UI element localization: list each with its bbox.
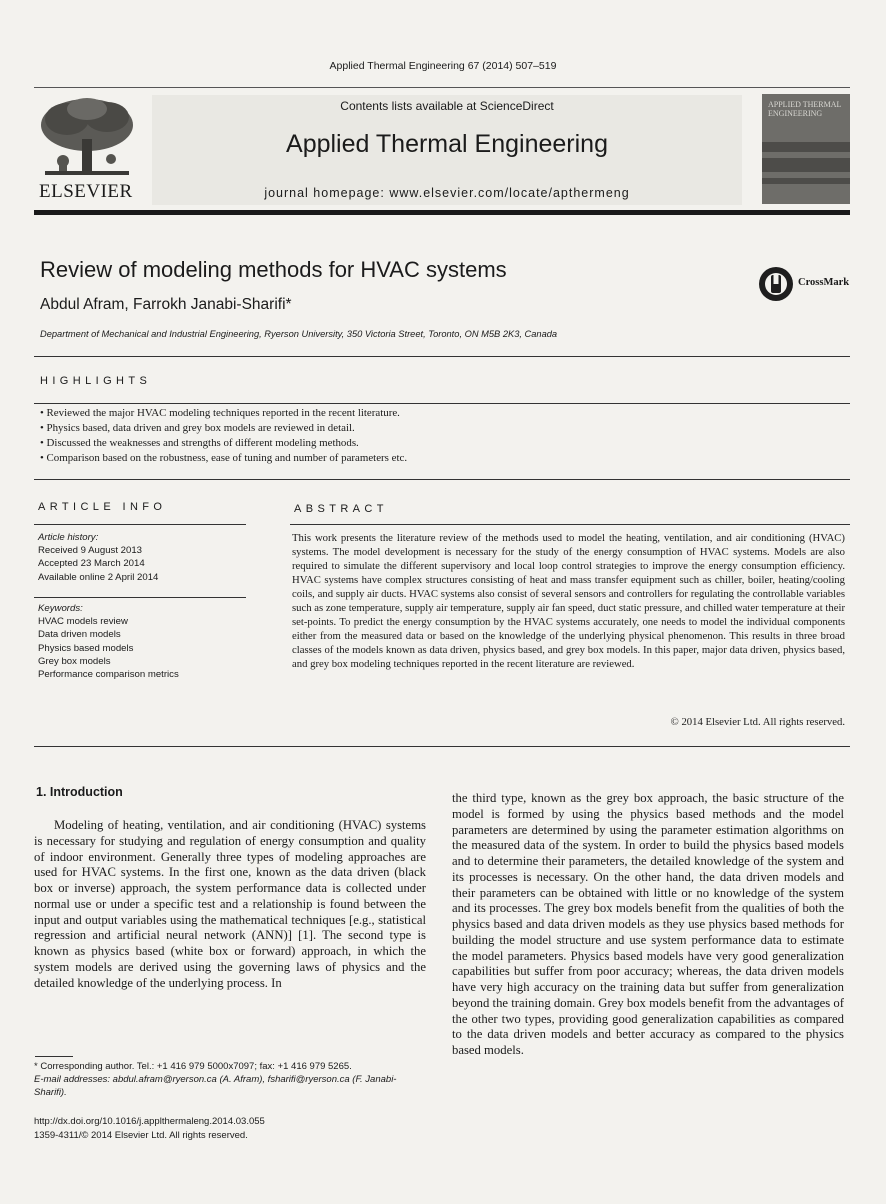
article-info-heading: ARTICLE INFO xyxy=(38,501,167,513)
crossmark-icon xyxy=(758,266,794,302)
author-affiliation: Department of Mechanical and Industrial Engineering, Ryerson University, 350 Victoria Street, Toronto, ON M5B 2K3, Canada xyxy=(40,329,558,339)
author-list: Abdul Afram, Farrokh Janabi-Sharifi* xyxy=(40,296,292,313)
history-label: Article history: xyxy=(38,532,99,543)
email-addresses[interactable]: E-mail addresses: abdul.afram@ryerson.ca (A. Afram), fsharifi@ryerson.ca (F. Janabi-Sharifi). xyxy=(34,1074,397,1098)
corresponding-contact: * Corresponding author. Tel.: +1 416 979 5000x7097; fax: +1 416 979 5265. xyxy=(34,1061,352,1072)
masthead-rule xyxy=(34,210,850,215)
journal-homepage-link[interactable]: journal homepage: www.elsevier.com/locate/apthermeng xyxy=(264,186,630,200)
article-history xyxy=(38,531,248,584)
contents-available-line[interactable]: Contents lists available at ScienceDirect xyxy=(340,99,554,113)
top-rule xyxy=(34,87,850,88)
section-rule xyxy=(34,479,850,480)
keyword-item: Physics based models xyxy=(38,642,134,654)
footnote-rule xyxy=(35,1056,73,1057)
keyword-item: Grey box models xyxy=(38,655,111,667)
elsevier-logo[interactable] xyxy=(37,95,137,203)
article-info-rule xyxy=(34,524,246,525)
history-received: Received 9 August 2013 xyxy=(38,545,143,557)
abstract-copyright: © 2014 Elsevier Ltd. All rights reserved. xyxy=(670,716,845,728)
highlights-list xyxy=(40,406,840,466)
highlight-item: • Comparison based on the robustness, ease of tuning and number of parameters etc. xyxy=(40,451,840,466)
body-paragraph-left: Modeling of heating, ventilation, and air conditioning (HVAC) systems is necessary for studying and regulation of energy consumption and quality of indoor environment. Generally three types of modeling approaches are used for HVAC systems. In the first one, known as the data driven (black box or inverse) approach, the system performance data is collected under normal use or under a specific test and a relationship is found between the input and output variables using the mathematical techniques [e.g., statistical regression and artificial neural network (ANN)] [1]. The second type is known as physics based (white box or forward) approach, in which the system models are derived using the governing laws of physics and the detailed knowledge of the underlying process. In xyxy=(34,818,426,990)
cover-title: APPLIED THERMAL ENGINEERING xyxy=(768,100,842,118)
body-paragraph-right: the third type, known as the grey box approach, the basic structure of the model is formed by using the physics based methods and the model parameters are determined by using the parameter estimation algorithms on the measured data of the system. In order to build the physics based models and to determine their parameters, the detailed knowledge of the system and its processes is necessary. On the other hand, the data driven models and their parameters can be obtained with little or no knowledge of the system and its processes. The grey box models benefit from the qualities of both the physics based and data driven models as they use physics based methods for building the model structure and use system performance data to estimate the model parameters. Physics based models have very good generalization capabilities but suffer from poor accuracy; whereas, the data driven models have very high accuracy on the training data but suffer from generalization beyond the training domain. Grey box models benefit from the advantages of the other two types, providing good generalization capabilities as compared to the data driven models and better accuracy as compared to the physics based models. xyxy=(452,791,844,1057)
issn-line: 1359-4311/© 2014 Elsevier Ltd. All rights reserved. xyxy=(34,1129,248,1141)
history-accepted: Accepted 23 March 2014 xyxy=(38,558,145,570)
abstract-heading: ABSTRACT xyxy=(294,503,388,515)
section-rule xyxy=(34,356,850,357)
highlight-item: • Reviewed the major HVAC modeling techniques reported in the recent literature. xyxy=(40,406,840,421)
cover-band xyxy=(762,158,850,172)
doi-link[interactable]: http://dx.doi.org/10.1016/j.applthermaleng.2014.03.055 xyxy=(34,1116,265,1127)
journal-citation: Applied Thermal Engineering 67 (2014) 507–519 xyxy=(329,60,557,72)
keywords xyxy=(38,602,248,681)
cover-band xyxy=(762,142,850,152)
keyword-item: Performance comparison metrics xyxy=(38,669,179,681)
highlights-heading: HIGHLIGHTS xyxy=(40,375,152,387)
keyword-item: Data driven models xyxy=(38,629,121,641)
journal-title: Applied Thermal Engineering xyxy=(286,130,608,158)
keywords-label: Keywords: xyxy=(38,603,83,614)
article-info-rule xyxy=(34,597,246,598)
section-heading-introduction: 1. Introduction xyxy=(36,785,123,799)
abstract-rule xyxy=(290,524,850,525)
doi-block xyxy=(34,1115,434,1142)
section-rule xyxy=(34,403,850,404)
history-online: Available online 2 April 2014 xyxy=(38,571,159,583)
highlight-item: • Discussed the weaknesses and strengths of different modeling methods. xyxy=(40,436,840,451)
elsevier-wordmark: ELSEVIER xyxy=(39,181,133,202)
keyword-item: HVAC models review xyxy=(38,616,128,628)
cover-band xyxy=(762,178,850,184)
corresponding-author-footnote xyxy=(34,1060,426,1099)
crossmark-label: CrossMark xyxy=(798,277,850,288)
highlight-item: • Physics based, data driven and grey box models are reviewed in detail. xyxy=(40,421,840,436)
section-rule xyxy=(34,746,850,747)
abstract-text: This work presents the literature review of the methods used to model the heating, ventilation, and air conditioning (HVAC) systems. The model development is necessary for the study of the energy consumption of HVAC systems. Models are also required to simulate the different supervisory and local loop control strategies to improve the energy consumption efficiency. HVAC systems have complex structures consisting of heat and mass transfer equipment such as chiller, boiler, heating/cooling coils, and supply air ducts. HVAC systems also consist of several sensors and controllers for regulating the controllable variables such as zone temperature, supply air temperature, supply air fan speed, duct static pressure, and chilled water temperature at their set-points. To predict the energy consumption by the HVAC systems accurately, one needs to model the individual components either from the measured data or based on the knowledge of the underlying physical phenomenon. This results in three broad classes of the models known as data driven, physics based, and grey box models. In this paper, major data driven, physics based, and grey box modeling techniques reported in the recent literature are reviewed. xyxy=(292,532,845,670)
crossmark-badge[interactable] xyxy=(758,266,858,304)
article-title: Review of modeling methods for HVAC systems xyxy=(40,257,507,282)
journal-cover-thumbnail[interactable] xyxy=(762,94,850,204)
elsevier-tree-icon xyxy=(37,95,137,181)
